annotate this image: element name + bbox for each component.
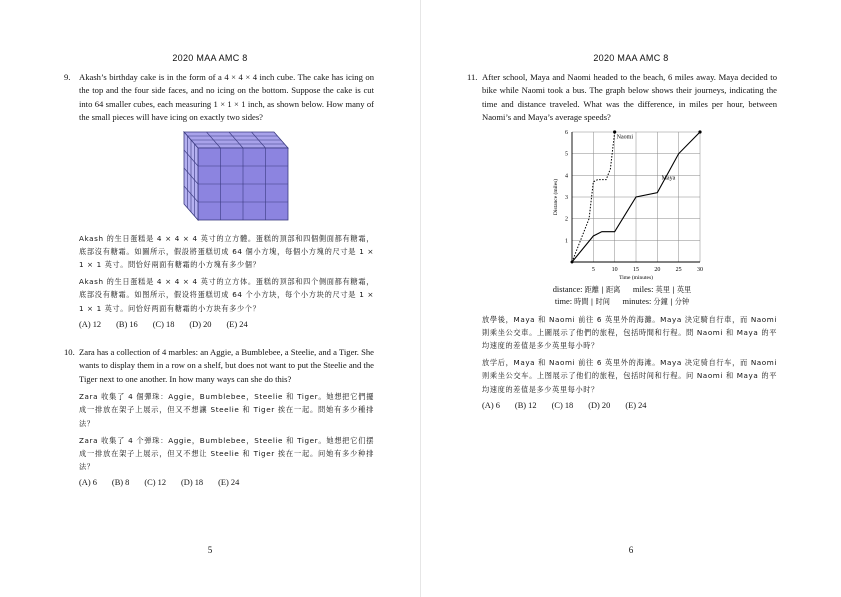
problem-11-number: 11. — [467, 72, 478, 82]
graph-figure — [467, 125, 777, 283]
problem-9-statement: Akash’s birthday cake is in the form of a 4 × 4 × 4 inch cube. The cake has icing on the top and the four side faces, and no icing on the bottom. Suppose the cake is cut into 64 smaller cubes, each measuring 1 × 1 × 1 inch, as shown below. How many of the small pieces will have icing on exactly two sides? — [79, 72, 374, 123]
problem-9 — [64, 71, 374, 331]
problem-9-zh-simplified: Akash 的生日蛋糕是 4 × 4 × 4 英寸的立方体。蛋糕的顶部和四个侧面都有糖霜，底部没有糖霜。如图所示，假设将蛋糕切成 64 个小方块，每个小方块的尺寸是 1 × 1 × 1 英寸。问恰好两面有糖霜的小方块有多少个？ — [79, 277, 374, 313]
page-header: 2020 MAA AMC 8 — [172, 53, 248, 63]
legend-time-zh: 時間 | 时间 — [574, 297, 610, 307]
y-tick-label: 4 — [565, 172, 568, 179]
series-endpoint-maya — [698, 130, 701, 133]
choice-d[interactable]: (D) 20 — [588, 400, 611, 410]
page-number: 5 — [207, 545, 213, 555]
cube-image — [174, 126, 314, 226]
left-page — [0, 0, 420, 597]
choice-c[interactable]: (C) 18 — [152, 319, 175, 329]
problem-11-zh-simplified: 放学后，Maya 和 Naomi 前往 6 英里外的海滩。Maya 决定骑自行车，而 Naomi 则乘坐公交车。上图展示了他们的旅程，包括时间和行程。问 Naomi 和 Maya 的平均速度的差值是多少英里每小时？ — [482, 358, 777, 394]
choice-b[interactable]: (B) 16 — [116, 319, 138, 329]
y-tick-label: 5 — [565, 151, 568, 158]
x-tick-label: 5 — [591, 266, 595, 273]
problem-11-text — [467, 71, 777, 125]
x-tick-label: 25 — [675, 266, 682, 273]
problem-10-text — [64, 346, 374, 386]
series-endpoint-naomi — [613, 130, 616, 133]
distance-time-graph — [534, 127, 734, 283]
choice-d[interactable]: (D) 18 — [181, 478, 204, 488]
series-startpoint-maya — [571, 260, 574, 263]
y-axis-label: Distance (miles) — [553, 178, 559, 215]
problem-9-number: 9. — [64, 72, 71, 82]
problem-9-choices — [79, 318, 374, 331]
graph-legend — [467, 284, 777, 309]
x-tick-label: 15 — [633, 266, 639, 273]
problem-11-choices — [482, 399, 777, 412]
series-label-naomi: Naomi — [616, 134, 634, 141]
page-number: 6 — [628, 545, 634, 555]
choice-a[interactable]: (A) 12 — [79, 319, 102, 329]
problem-11 — [467, 71, 777, 412]
legend-distance-zh: 距離 | 距离 — [584, 284, 621, 294]
legend-miles-label: miles: — [632, 284, 654, 294]
problem-10-zh-traditional: Zara 收集了 4 個彈珠：Aggie，Bumblebee，Steelie 和 Tiger。她想把它們擺成一排放在架子上展示，但又不想讓 Steelie 和 Tiger 挨在一起。問她有多少種排法？ — [79, 392, 374, 428]
legend-minutes-label: minutes: — [622, 297, 652, 307]
cube-figure — [79, 125, 374, 228]
y-tick-label: 2 — [565, 216, 568, 223]
x-axis-label: Time (minutes) — [619, 274, 653, 281]
legend-minutes-zh: 分鐘 | 分钟 — [653, 297, 690, 307]
choice-e[interactable]: (E) 24 — [226, 319, 248, 329]
legend-distance-label: distance: — [552, 284, 583, 294]
x-tick-label: 20 — [654, 266, 661, 273]
choice-b[interactable]: (B) 12 — [514, 400, 537, 410]
choice-a[interactable]: (A) 6 — [482, 400, 500, 410]
legend-time-label: time: — [554, 297, 573, 307]
choice-a[interactable]: (A) 6 — [79, 478, 97, 488]
problem-10-statement: Zara has a collection of 4 marbles: an Aggie, a Bumblebee, a Steelie, and a Tiger. She wants to display them in a row on a shelf, but does not want to put the Steelie and the Tiger next to one another. In how many ways can she do this? — [79, 347, 374, 384]
problem-10-choices — [79, 476, 374, 489]
legend-line-1 — [467, 284, 777, 297]
y-tick-label: 1 — [565, 237, 568, 244]
right-page — [421, 0, 841, 597]
problem-9-text — [64, 71, 374, 125]
problem-11-statement: After school, Maya and Naomi headed to the beach, 6 miles away. Maya decided to bike while Naomi took a bus. The graph below shows their journeys, indicating the time and distance traveled. What was the difference, in miles per hour, between Naomi’s and Maya’s average speeds? — [482, 72, 777, 123]
problem-11-zh-traditional: 放學後，Maya 和 Naomi 前往 6 英里外的海灘。Maya 決定騎自行車，而 Naomi 則乘坐公交車。上圖展示了他們的旅程，包括時間和行程。問 Naomi 和 Maya 的平均速度的差值是多少英里每小時？ — [482, 314, 777, 351]
problem-10-zh-simplified: Zara 收集了 4 个弹珠：Aggie，Bumblebee，Steelie 和 Tiger。她想把它们摆成一排放在架子上展示，但又不想让 Steelie 和 Tiger 挨在一起。问她有多少种排法？ — [79, 435, 374, 472]
legend-miles-zh: 英里 | 英里 — [655, 284, 692, 294]
choice-b[interactable]: (B) 8 — [111, 478, 130, 488]
page-header: 2020 MAA AMC 8 — [593, 53, 669, 63]
problem-9-zh-traditional: Akash 的生日蛋糕是 4 × 4 × 4 英寸的立方體。蛋糕的頂部和四個側面都有糖霜，底部沒有糖霜。如圖所示，假設將蛋糕切成 64 個小方塊，每個小方塊的尺寸是 1 × 1 × 1 英寸。問恰好兩面有糖霜的小方塊有多少個？ — [79, 233, 374, 270]
choice-e[interactable]: (E) 24 — [625, 400, 647, 410]
x-tick-label: 30 — [697, 266, 703, 273]
choice-d[interactable]: (D) 20 — [189, 319, 212, 329]
y-tick-label: 3 — [565, 194, 568, 201]
choice-c[interactable]: (C) 12 — [144, 478, 167, 488]
problem-10-number: 10. — [64, 347, 75, 357]
choice-c[interactable]: (C) 18 — [551, 400, 574, 410]
series-label-maya: Maya — [661, 175, 676, 182]
legend-line-2 — [467, 296, 777, 309]
y-tick-label: 6 — [565, 129, 568, 136]
problem-10 — [64, 346, 374, 490]
choice-e[interactable]: (E) 24 — [218, 478, 240, 488]
x-tick-label: 10 — [611, 266, 618, 273]
